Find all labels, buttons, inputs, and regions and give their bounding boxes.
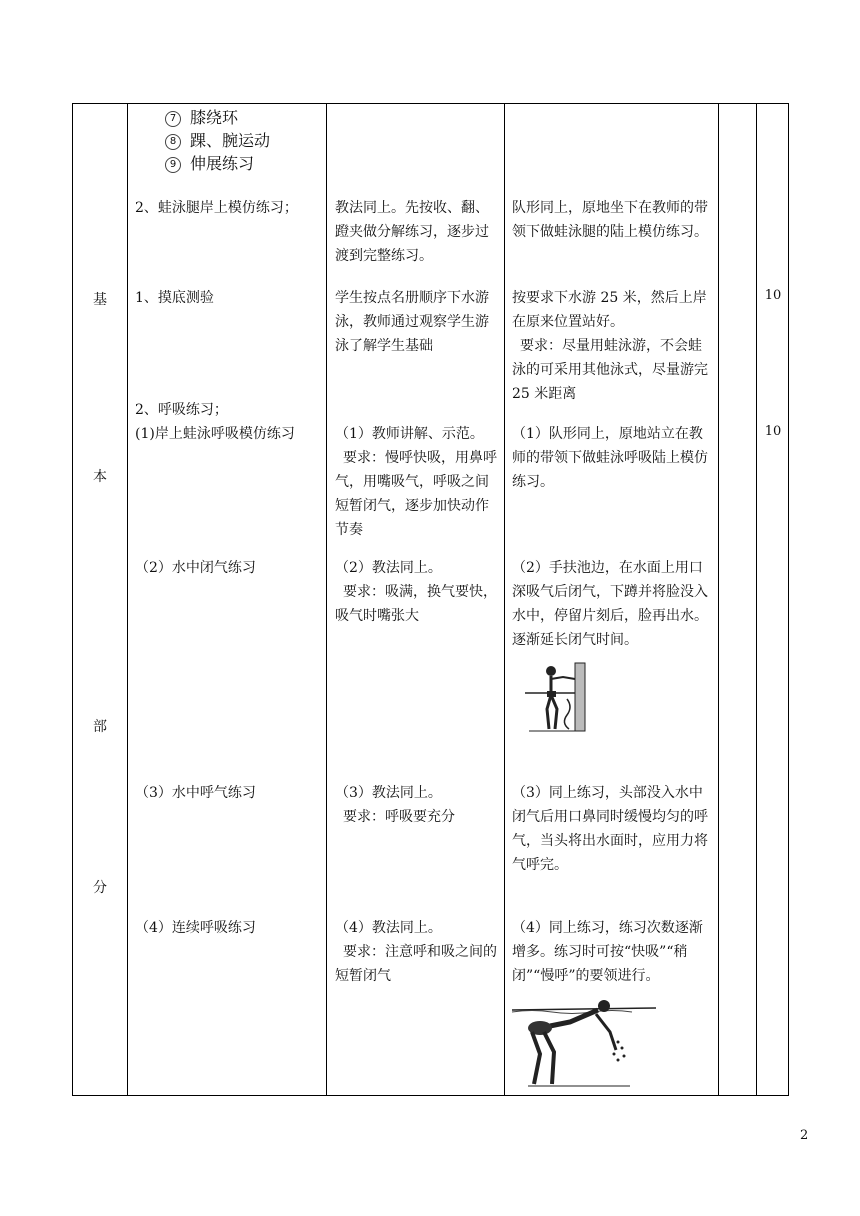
method-cell: （1）教师讲解、示范。	[335, 426, 484, 442]
organization-cell: （2）手扶池边，在水面上用口深吸气后闭气，下蹲并将脸没入水中，停留片刻后，脸再出水。逐渐延长闭气时间。	[512, 560, 708, 648]
method-cell: 要求：吸满，换气要快，吸气时嘴张大	[335, 584, 497, 624]
content-cell: （2）水中闭气练习	[135, 560, 256, 576]
column-divider	[756, 104, 757, 1095]
organization-cell: （3）同上练习，头部没入水中闭气后用口鼻同时缓慢均匀的呼气，当头将出水面时，应用力将气呼完。	[512, 785, 708, 873]
content-cell: （3）水中呼气练习	[135, 785, 256, 801]
organization-cell: （1）队形同上，原地站立在教师的带领下做蛙泳呼吸陆上模仿练习。	[512, 426, 708, 490]
content-header: 2、呼吸练习；	[135, 402, 228, 418]
column-divider	[718, 104, 719, 1095]
method-cell: （3）教法同上。	[335, 785, 442, 801]
time-cell: 10	[764, 288, 782, 303]
circled-number: 9	[165, 157, 181, 173]
item-text: 伸展练习	[190, 154, 255, 173]
organization-cell: （4）同上练习，练习次数逐渐增多。练习时可按“快吸”“稍闭”“慢呼”的要领进行。	[512, 920, 703, 984]
method-cell: 要求：注意呼和吸之间的短暂闭气	[335, 944, 497, 984]
section-char: 部	[93, 719, 107, 735]
method-cell: 要求：呼吸要充分	[343, 809, 455, 825]
organization-cell: 要求：尽量用蛙泳游，不会蛙泳的可采用其他泳式，尽量游完 25 米距离	[512, 338, 708, 402]
item-text: 膝绕环	[190, 108, 239, 127]
column-divider	[127, 104, 128, 1095]
organization-cell: 队形同上，原地坐下在教师的带领下做蛙泳腿的陆上模仿练习。	[512, 200, 708, 240]
content-cell: 1、摸底测验	[135, 290, 214, 306]
item-text: 踝、腕运动	[190, 131, 271, 150]
circled-number: 7	[165, 111, 181, 127]
method-cell: （4）教法同上。	[335, 920, 442, 936]
method-cell: 学生按点名册顺序下水游泳，教师通过观察学生游泳了解学生基础	[335, 290, 489, 354]
page-number: 2	[800, 1128, 809, 1143]
column-divider	[326, 104, 327, 1095]
pool-wall-breath-hold-illustration	[523, 659, 603, 735]
organization-cell: 按要求下水游 25 米，然后上岸在原来位置站好。	[512, 290, 707, 330]
method-cell: 教法同上。先按收、翻、蹬夹做分解练习，逐步过渡到完整练习。	[335, 200, 489, 264]
section-char: 分	[93, 880, 107, 896]
time-cell: 10	[764, 424, 782, 439]
lesson-plan-table	[72, 103, 789, 1096]
column-divider	[504, 104, 505, 1095]
list-item	[165, 152, 254, 176]
method-cell: 要求：慢呼快吸，用鼻呼气，用嘴吸气，呼吸之间短暂闭气，逐步加快动作节奏	[335, 450, 497, 538]
method-cell: （2）教法同上。	[335, 560, 442, 576]
section-char: 基	[93, 292, 107, 308]
list-item	[165, 129, 270, 153]
content-cell: （4）连续呼吸练习	[135, 920, 256, 936]
content-cell: 2、蛙泳腿岸上模仿练习；	[135, 200, 298, 216]
section-char: 本	[93, 469, 107, 485]
circled-number: 8	[165, 134, 181, 150]
list-item	[165, 106, 238, 130]
continuous-breathing-illustration	[510, 992, 658, 1090]
content-cell: (1)岸上蛙泳呼吸模仿练习	[135, 426, 295, 442]
